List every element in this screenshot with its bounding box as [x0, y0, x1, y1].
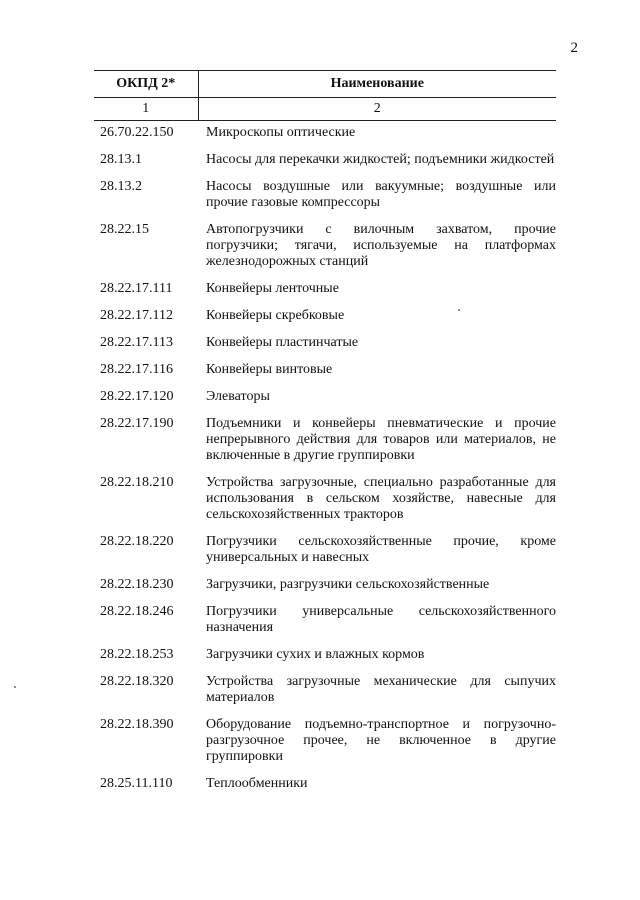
item-name: Конвейеры винтовые [206, 362, 333, 377]
scan-speck [458, 309, 460, 311]
okpd-table [94, 70, 556, 799]
table-row [94, 385, 556, 412]
item-name: Подъемники и конвейеры пневматические и прочие непрерывного действия для товаров или материалов, не включенные в другие группировки [206, 416, 556, 463]
table-row [94, 772, 556, 799]
table-row [94, 471, 556, 530]
table-body [94, 121, 556, 800]
item-name: Автопогрузчики с вилочным захватом, прочие погрузчики; тягачи, используемые на платформах железнодорожных станций [206, 222, 556, 269]
scan-speck [14, 686, 16, 688]
okpd-code: 28.22.17.120 [100, 389, 174, 404]
okpd-code: 28.22.18.246 [100, 604, 174, 619]
table-row [94, 412, 556, 471]
column-number-name: 2 [198, 98, 556, 121]
item-name: Насосы для перекачки жидкостей; подъемники жидкостей [206, 152, 555, 167]
table-row [94, 530, 556, 573]
okpd-code: 28.22.17.112 [100, 308, 173, 323]
table-row [94, 600, 556, 643]
okpd-code: 28.22.18.253 [100, 647, 174, 662]
table-row [94, 670, 556, 713]
item-name: Устройства загрузочные механические для сыпучих материалов [206, 674, 556, 705]
table-row [94, 358, 556, 385]
item-name: Загрузчики сухих и влажных кормов [206, 647, 425, 662]
table-row [94, 713, 556, 772]
header-code: ОКПД 2* [94, 71, 198, 98]
okpd-code: 28.22.18.320 [100, 674, 174, 689]
table-row [94, 175, 556, 218]
item-name: Конвейеры пластинчатые [206, 335, 359, 350]
table-row [94, 121, 556, 149]
okpd-code: 28.22.17.111 [100, 281, 173, 296]
item-name: Загрузчики, разгрузчики сельскохозяйственные [206, 577, 490, 592]
item-name: Микроскопы оптические [206, 125, 356, 140]
item-name: Элеваторы [206, 389, 270, 404]
table-row [94, 277, 556, 304]
page-number: 2 [570, 40, 578, 56]
item-name: Погрузчики универсальные сельскохозяйственного назначения [206, 604, 556, 635]
okpd-code: 28.22.18.210 [100, 475, 174, 490]
okpd-code: 28.13.1 [100, 152, 142, 167]
header-name: Наименование [198, 71, 556, 98]
okpd-code: 28.22.18.230 [100, 577, 174, 592]
okpd-code: 28.22.15 [100, 222, 149, 237]
okpd-code: 28.22.18.220 [100, 534, 174, 549]
table-row [94, 304, 556, 331]
table-row [94, 643, 556, 670]
item-name: Теплообменники [206, 776, 308, 791]
item-name: Насосы воздушные или вакуумные; воздушные или прочие газовые компрессоры [206, 179, 556, 210]
column-number-row [94, 98, 556, 121]
item-name: Погрузчики сельскохозяйственные прочие, кроме универсальных и навесных [206, 534, 556, 565]
table-row [94, 148, 556, 175]
item-name: Устройства загрузочные, специально разработанные для использования в сельском хозяйстве, навесные для сельскохозяйственных тракторов [206, 475, 556, 522]
okpd-code: 28.13.2 [100, 179, 142, 194]
okpd-code: 26.70.22.150 [100, 125, 174, 140]
table-row [94, 331, 556, 358]
okpd-code: 28.22.17.116 [100, 362, 173, 377]
table-row [94, 573, 556, 600]
table-header-row [94, 71, 556, 98]
item-name: Оборудование подъемно-транспортное и погрузочно-разгрузочное прочее, не включенное в другие группировки [206, 717, 556, 764]
item-name: Конвейеры скребковые [206, 308, 345, 323]
table-row [94, 218, 556, 277]
okpd-code: 28.22.17.113 [100, 335, 173, 350]
okpd-code: 28.25.11.110 [100, 776, 173, 791]
item-name: Конвейеры ленточные [206, 281, 339, 296]
okpd-code: 28.22.17.190 [100, 416, 174, 431]
okpd-code: 28.22.18.390 [100, 717, 174, 732]
column-number-code: 1 [94, 98, 198, 121]
